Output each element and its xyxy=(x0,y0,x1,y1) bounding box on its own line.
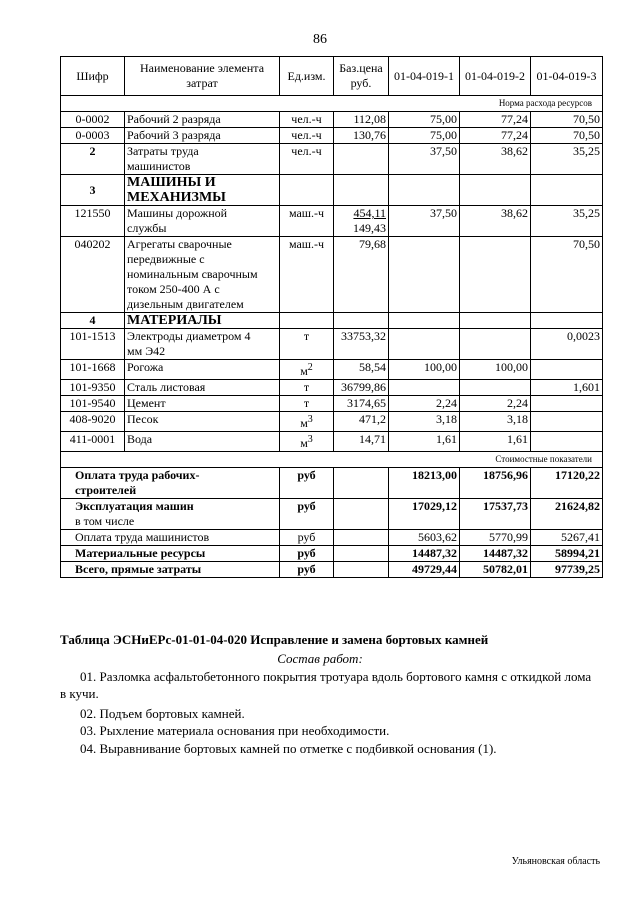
section-row: 4 МАТЕРИАЛЫ xyxy=(61,313,603,329)
header-col1: 01-04-019-1 xyxy=(389,57,460,96)
total-row: Эксплуатация машин в том числе руб 17029,12 17537,73 21624,82 xyxy=(61,499,603,530)
header-name: Наименование элемента затрат xyxy=(125,57,280,96)
table-row: 040202 Агрегаты сварочные передвижные с номинальным сварочным током 250-400 А с дизельным двигателем маш.-ч 79,68 70,50 xyxy=(61,237,603,313)
header-col2: 01-04-019-2 xyxy=(460,57,531,96)
header-row xyxy=(61,57,603,96)
work-item-3: 03. Рыхление материала основания при необходимости. xyxy=(80,723,390,738)
composition-heading: Состав работ: xyxy=(277,651,363,666)
total-row: Оплата труда машинистов руб 5603,62 5770,99 5267,41 xyxy=(61,530,603,546)
header-col3: 01-04-019-3 xyxy=(531,57,603,96)
table-row: 0-0002 Рабочий 2 разряда чел.-ч 112,08 75,00 77,24 70,50 xyxy=(61,112,603,128)
table-row: 101-1513 Электроды диаметром 4 мм Э42 т 33753,32 0,0023 xyxy=(61,329,603,360)
table-row: 101-9350 Сталь листовая т 36799,86 1,601 xyxy=(61,380,603,396)
footer-region: Ульяновская область xyxy=(511,856,600,867)
table-row: 408-9020 Песок $м^3$ 471,2 3,18 3,18 xyxy=(61,412,603,432)
table-row: 121550 Машины дорожной службы маш.-ч 454,11 149,43 37,50 38,62 35,25 xyxy=(61,206,603,237)
table-row: 101-1668 Рогожа $м^2$ 58,54 100,00 100,00 xyxy=(61,360,603,380)
work-item-1: 01. Разломка асфальтобетонного покрытия тротуара вдоль бортового камня с откидкой лома в кучи. xyxy=(60,669,592,701)
norm-note: Норма расхода ресурсов xyxy=(61,96,603,112)
table-caption: Таблица ЭСНиЕРс-01-01-04-020 Исправление и замена бортовых камней xyxy=(60,632,489,647)
page-number: 86 xyxy=(313,32,327,47)
section-row: 3 МАШИНЫ И МЕХАНИЗМЫ xyxy=(61,175,603,206)
header-code: Шифр xyxy=(61,57,125,96)
table-row: 101-9540 Цемент т 3174,65 2,24 2,24 xyxy=(61,396,603,412)
work-item-4: 04. Выравнивание бортовых камней по отметке с подбивкой основания (1). xyxy=(80,741,497,756)
table-row: 411-0001 Вода $м^3$ 14,71 1,61 1,61 xyxy=(61,432,603,452)
work-item-2: 02. Подъем бортовых камней. xyxy=(80,706,245,721)
section-row: 2 Затраты труда машинистов чел.-ч 37,50 38,62 35,25 xyxy=(61,144,603,175)
resource-table xyxy=(60,56,603,578)
total-row: Оплата труда рабочих- строителей руб 18213,00 18756,96 17120,22 xyxy=(61,468,603,499)
header-unit: Ед.изм. xyxy=(280,57,334,96)
total-row: Всего, прямые затраты руб 49729,44 50782,01 97739,25 xyxy=(61,562,603,578)
cost-note: Стоимостные показатели xyxy=(61,452,603,468)
table-row: 0-0003 Рабочий 3 разряда чел.-ч 130,76 75,00 77,24 70,50 xyxy=(61,128,603,144)
total-row: Материальные ресурсы руб 14487,32 14487,32 58994,21 xyxy=(61,546,603,562)
header-price: Баз.цена руб. xyxy=(334,57,389,96)
